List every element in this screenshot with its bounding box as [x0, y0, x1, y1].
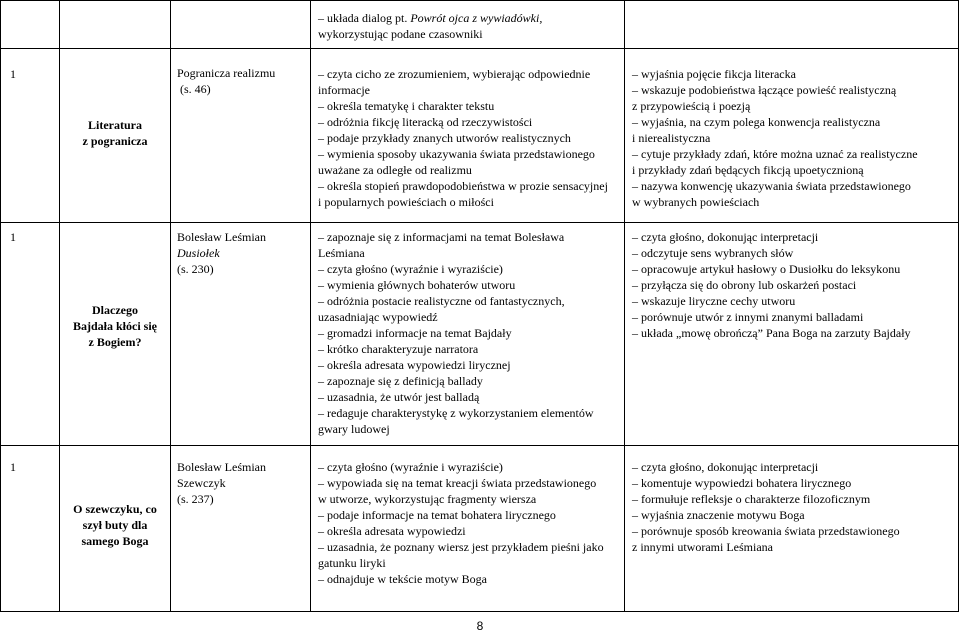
list-item: – zapoznaje się z informacjami na temat Bolesława — [318, 230, 565, 244]
list-item: – odnajduje w tekście motyw Boga — [318, 572, 487, 586]
page-number: 8 — [476, 619, 484, 633]
row-3-basic-requirements — [318, 459, 623, 587]
list-item: gwary ludowej — [318, 422, 390, 436]
list-item: – czyta cicho ze zrozumieniem, wybierając odpowiednie — [318, 67, 591, 81]
list-item: – odróżnia fikcję literacką od rzeczywistości — [318, 115, 533, 129]
list-item: – porównuje sposób kreowania świata przedstawionego — [632, 524, 900, 538]
row-2-text-line: (s. 230) — [177, 262, 214, 276]
row-1-hours: 1 — [10, 67, 16, 81]
row-1-text-line: (s. 46) — [180, 82, 211, 96]
list-item: – wskazuje liryczne cechy utworu — [632, 294, 796, 308]
list-item: – wyjaśnia znaczenie motywu Boga — [632, 508, 805, 522]
list-item: z innymi utworami Leśmiana — [632, 540, 773, 554]
list-item: – czyta głośno, dokonując interpretacji — [632, 460, 819, 474]
top-row-basic-cell — [318, 10, 618, 42]
list-item: – redaguje charakterystykę z wykorzystaniem elementów — [318, 406, 594, 420]
row-1-text-line: Pogranicza realizmu — [177, 66, 276, 80]
list-item: – porównuje utwór z innymi znanymi balladami — [632, 310, 864, 324]
list-item: – wskazuje podobieństwa łączące powieść realistyczną — [632, 83, 897, 97]
top-row-line-1: – układa dialog pt. — [318, 11, 411, 25]
list-item: – uzasadnia, że poznany wiersz jest przykładem pieśni jako — [318, 540, 604, 554]
list-item: – nazywa konwencję ukazywania świata przedstawionego — [632, 179, 911, 193]
row-2-topic-line: Bajdała kłóci się — [72, 319, 157, 333]
list-item: z przypowieścią i poezją — [632, 99, 751, 113]
list-item: – podaje przykłady znanych utworów realistycznych — [318, 131, 571, 145]
list-item: – określa tematykę i charakter tekstu — [318, 99, 495, 113]
list-item: – wypowiada się na temat kreacji świata przedstawionego — [318, 476, 597, 490]
list-item: – uzasadnia, że utwór jest balladą — [318, 390, 480, 404]
top-row-line-2: wykorzystując podane czasowniki — [318, 27, 483, 41]
list-item: Leśmiana — [318, 246, 365, 260]
row-1-text — [177, 65, 307, 97]
list-item: – wyjaśnia pojęcie fikcja literacka — [632, 67, 796, 81]
list-item: informacje — [318, 83, 370, 97]
list-item: – czyta głośno (wyraźnie i wyraziście) — [318, 262, 503, 276]
row-3-text — [177, 459, 307, 507]
row-1-topic-line: Literatura — [88, 118, 142, 132]
row-1-topic-line: z pogranicza — [82, 134, 148, 148]
list-item: – określa stopień prawdopodobieństwa w prozie sensacyjnej — [318, 179, 608, 193]
row-3-hours: 1 — [10, 460, 16, 474]
top-row-italic-title: Powrót ojca z wywiadówki, — [410, 11, 543, 25]
list-item: – określa adresata wypowiedzi — [318, 524, 466, 538]
list-item: – krótko charakteryzuje narratora — [318, 342, 479, 356]
row-3-extended-requirements — [632, 459, 956, 555]
list-item: – komentuje wypowiedzi bohatera lirycznego — [632, 476, 852, 490]
row-2-topic-line: Dlaczego — [92, 303, 138, 317]
row-3-text-line: Bolesław Leśmian — [177, 460, 266, 474]
list-item: – wymienia głównych bohaterów utworu — [318, 278, 516, 292]
row-3-topic — [60, 501, 170, 549]
list-item: – gromadzi informacje na temat Bajdały — [318, 326, 512, 340]
row-3-text-line: (s. 237) — [177, 492, 214, 506]
row-1-basic-requirements — [318, 66, 623, 210]
row-1-topic — [60, 117, 170, 149]
list-item: – układa „mowę obrończą” Pana Boga na zarzuty Bajdały — [632, 326, 911, 340]
list-item: i popularnych powieściach o miłości — [318, 195, 494, 209]
list-item: – podaje informacje na temat bohatera lirycznego — [318, 508, 556, 522]
row-3-topic-line: szył buty dla — [82, 518, 148, 532]
row-2-text-line: Bolesław Leśmian — [177, 230, 266, 244]
row-1-extended-requirements — [632, 66, 956, 210]
row-3-topic-line: samego Boga — [81, 534, 149, 548]
list-item: – określa adresata wypowiedzi lirycznej — [318, 358, 511, 372]
row-3-topic-line: O szewczyku, co — [73, 502, 157, 516]
list-item: – formułuje refleksje o charakterze filozoficznym — [632, 492, 871, 506]
row-2-basic-requirements — [318, 229, 623, 437]
list-item: – cytuje przykłady zdań, które można uznać za realistyczne — [632, 147, 918, 161]
list-item: uzasadniając wypowiedź — [318, 310, 438, 324]
list-item: – wymienia sposoby ukazywania świata przedstawionego — [318, 147, 595, 161]
list-item: – odróżnia postacie realistyczne od fantastycznych, — [318, 294, 565, 308]
row-2-topic — [60, 302, 170, 350]
list-item: – opracowuje artykuł hasłowy o Dusiołku do leksykonu — [632, 262, 901, 276]
list-item: gatunku liryki — [318, 556, 386, 570]
list-item: – przyłącza się do obrony lub oskarżeń postaci — [632, 278, 857, 292]
row-3-text-line: Szewczyk — [177, 476, 226, 490]
list-item: – wyjaśnia, na czym polega konwencja realistyczna — [632, 115, 881, 129]
row-2-extended-requirements — [632, 229, 956, 341]
list-item: – czyta głośno, dokonując interpretacji — [632, 230, 819, 244]
list-item: uważane za odległe od realizmu — [318, 163, 472, 177]
row-2-hours: 1 — [10, 230, 16, 244]
row-2-topic-line: z Bogiem? — [88, 335, 142, 349]
row-2-text — [177, 229, 307, 277]
list-item: w wybranych powieściach — [632, 195, 760, 209]
list-item: – zapoznaje się z definicją ballady — [318, 374, 483, 388]
list-item: i nierealistyczna — [632, 131, 711, 145]
list-item: i przykłady zdań będących fikcją upoetycznioną — [632, 163, 864, 177]
list-item: – odczytuje sens wybranych słów — [632, 246, 794, 260]
row-2-text-line: Dusiołek — [177, 246, 220, 260]
list-item: – czyta głośno (wyraźnie i wyraziście) — [318, 460, 503, 474]
list-item: w utworze, wykorzystując fragmenty wiersza — [318, 492, 537, 506]
